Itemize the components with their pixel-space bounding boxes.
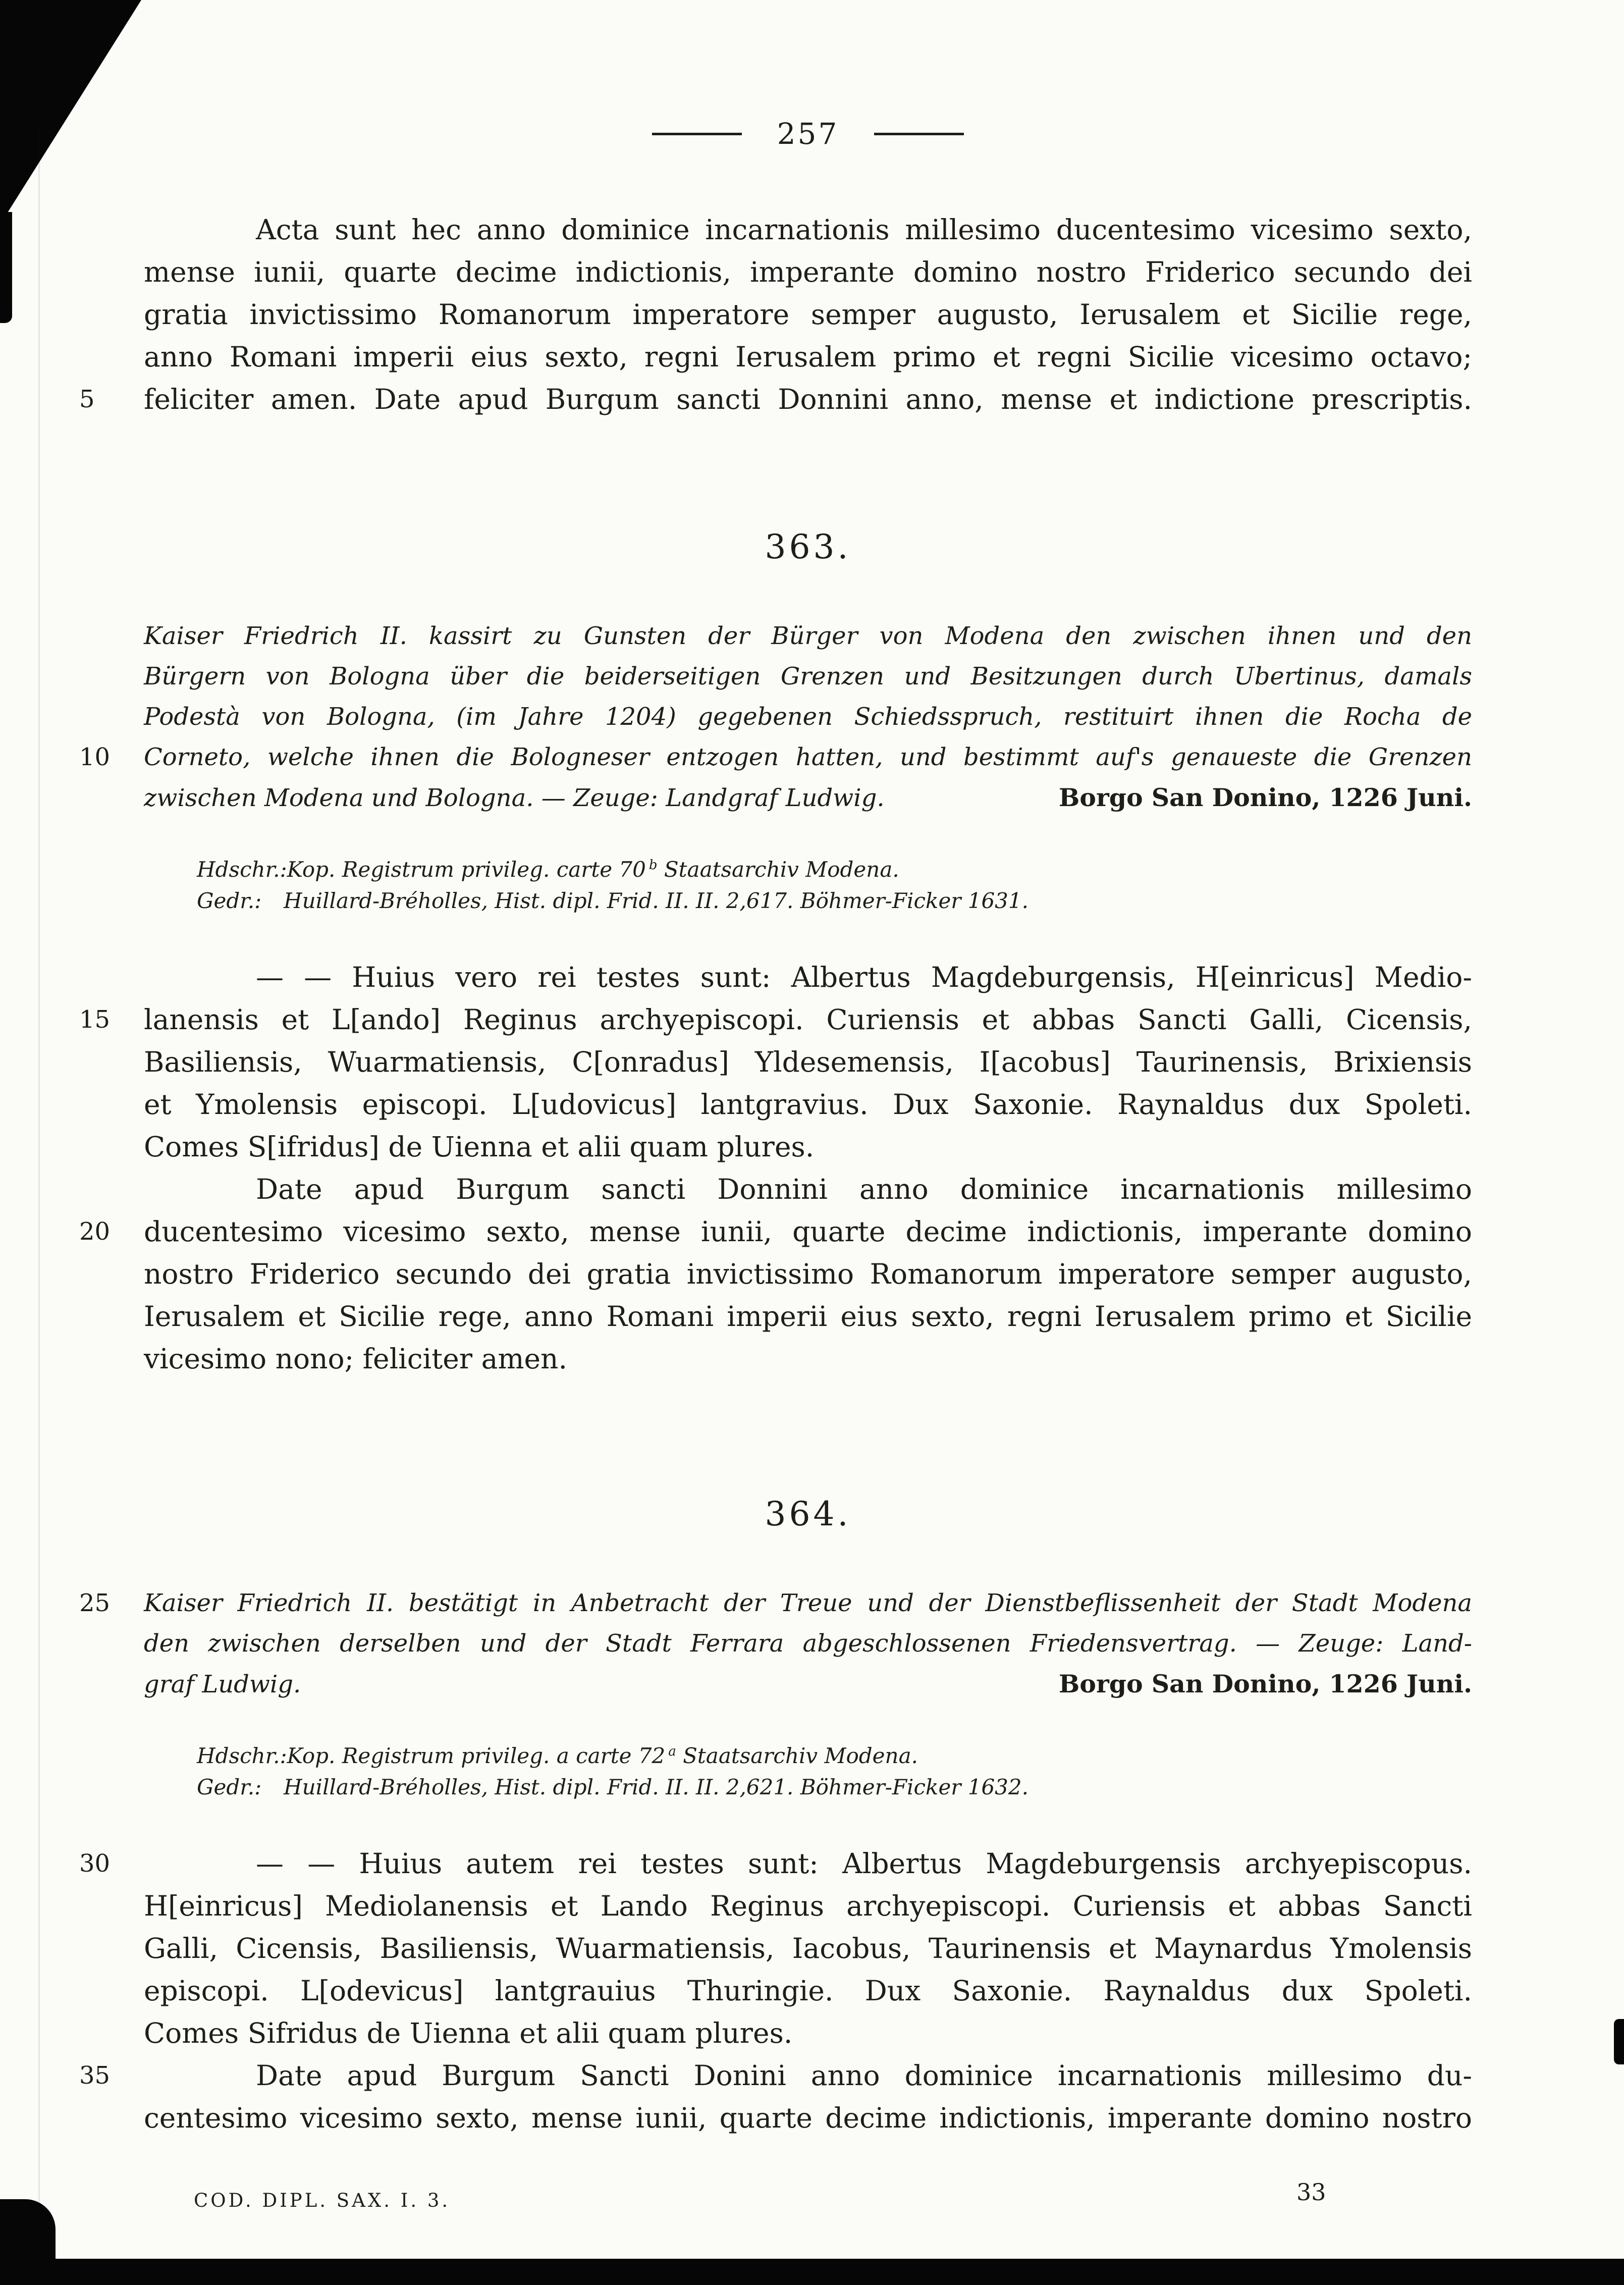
line-text: — — Huius autem rei testes sunt: Albertus Magdeburgensis archyepiscopus. xyxy=(256,1847,1472,1880)
page-number-rule-right xyxy=(874,133,964,135)
scan-artifact-left-edge xyxy=(0,212,12,323)
scan-artifact-bottom-strip xyxy=(0,2259,1624,2285)
line-text: Basiliensis, Wuarmatiensis, C[onradus] Yldesemensis, I[acobus] Taurinensis, Brixiensis xyxy=(144,1046,1472,1078)
source-text: Huillard-Bréholles, Hist. dipl. Frid. II. II. 2,617. Böhmer-Ficker 1631. xyxy=(284,888,1028,913)
text-line xyxy=(79,1583,1472,1623)
line-text: nostro Friderico secundo dei gratia invictissimo Romanorum imperatore semper augusto, xyxy=(144,1258,1472,1290)
entry-sources xyxy=(197,849,1472,917)
text-line xyxy=(79,1842,1472,1885)
regest-final-line xyxy=(144,777,1472,818)
margin-line-number: 10 xyxy=(79,743,111,771)
source-line-gedr xyxy=(197,885,1472,917)
page-content xyxy=(79,0,1472,2224)
text-line xyxy=(144,208,1472,251)
margin-line-number: 35 xyxy=(79,2061,111,2090)
page-number-rule-left xyxy=(652,133,742,135)
line-text: gratia invictissimo Romanorum imperatore semper augusto, Ierusalem et Sicilie rege, xyxy=(144,298,1472,331)
entry-363 xyxy=(79,524,1472,1380)
line-text: H[einricus] Mediolanensis et Lando Reginus archyepiscopi. Curiensis et abbas Sancti xyxy=(144,1890,1472,1922)
margin-line-number: 5 xyxy=(79,385,95,413)
entry-body xyxy=(79,956,1472,1380)
text-line xyxy=(144,956,1472,998)
entry-regest xyxy=(79,1583,1472,1705)
line-text: episcopi. L[odevicus] lantgrauius Thuringie. Dux Saxonie. Raynaldus dux Spoleti. xyxy=(144,1975,1472,2007)
text-line xyxy=(144,1927,1472,1970)
line-text: et Ymolensis episcopi. L[udovicus] lantgravius. Dux Saxonie. Raynaldus dux Spoleti. xyxy=(144,1088,1472,1121)
scan-artifact-top-left-corner xyxy=(0,0,141,225)
line-text: anno Romani imperii eius sexto, regni Ierusalem primo et regni Sicilie vicesimo octavo; xyxy=(144,341,1472,373)
line-text: ducentesimo vicesimo sexto, mense iunii, quarte decime indictionis, imperante domino xyxy=(144,1215,1472,1248)
text-line xyxy=(144,697,1472,737)
source-superscript: b xyxy=(648,858,658,873)
line-text: lanensis et L[ando] Reginus archyepiscopi. Curiensis et abbas Sancti Galli, Cicensis, xyxy=(144,1003,1472,1036)
text-line xyxy=(79,378,1472,420)
scan-gutter-shadow xyxy=(38,131,40,2259)
footer-series-title: COD. DIPL. SAX. I. 3. xyxy=(194,2190,451,2211)
text-line xyxy=(79,2054,1472,2097)
text-line xyxy=(144,656,1472,697)
line-text: — — Huius vero rei testes sunt: Albertus Magdeburgensis, H[einricus] Medio- xyxy=(256,961,1472,993)
text-line xyxy=(144,1168,1472,1210)
line-text: Corneto, welche ihnen die Bologneser entzogen hatten, und bestimmt auf's genaueste die Grenzen xyxy=(144,743,1472,771)
text-line xyxy=(144,2012,1472,2054)
intro-paragraph xyxy=(79,208,1472,420)
text-line xyxy=(144,1041,1472,1083)
source-text: Kop. Registrum privileg. carte 70 xyxy=(287,857,646,882)
text-line xyxy=(144,2097,1472,2139)
source-line-hdschr xyxy=(197,849,1472,885)
entry-364 xyxy=(79,1491,1472,2139)
text-line xyxy=(144,1295,1472,1338)
margin-line-number: 20 xyxy=(79,1217,111,1246)
scan-artifact-bottom-left-blob xyxy=(0,2199,56,2265)
entry-body xyxy=(79,1842,1472,2139)
source-label: Hdschr.: xyxy=(197,1743,287,1768)
text-line xyxy=(144,616,1472,656)
regest-final-line xyxy=(144,1664,1472,1705)
regest-date: Borgo San Donino, 1226 Juni. xyxy=(1058,783,1472,812)
regest-lines xyxy=(79,616,1472,777)
text-line xyxy=(144,1885,1472,1927)
line-text: feliciter amen. Date apud Burgum sancti Donnini anno, mense et indictione prescriptis. xyxy=(144,383,1472,415)
text-line xyxy=(144,1253,1472,1295)
text-line xyxy=(144,293,1472,336)
text-line xyxy=(144,1083,1472,1126)
line-text: Bürgern von Bologna über die beiderseitigen Grenzen und Besitzungen durch Ubertinus, damals xyxy=(144,662,1472,690)
source-label: Hdschr.: xyxy=(197,857,287,882)
scan-artifact-right-edge-tick xyxy=(1614,2019,1624,2064)
page-footer xyxy=(144,2178,1472,2224)
text-line xyxy=(144,336,1472,378)
source-line-hdschr xyxy=(197,1736,1472,1772)
source-text: Kop. Registrum privileg. a carte 72 xyxy=(287,1743,666,1768)
margin-line-number: 30 xyxy=(79,1849,111,1878)
page-number: 257 xyxy=(777,117,839,151)
text-line xyxy=(144,1126,1472,1168)
line-text: Date apud Burgum sancti Donnini anno dominice incarnationis millesimo xyxy=(256,1173,1472,1205)
source-text: Staatsarchiv Modena. xyxy=(676,1743,918,1768)
line-text: Kaiser Friedrich II. bestätigt in Anbetracht der Treue und der Dienstbeflissenheit der Stadt Modena xyxy=(144,1589,1472,1617)
text-line xyxy=(79,998,1472,1041)
source-label: Gedr.: xyxy=(197,1775,262,1799)
text-line xyxy=(144,1338,1472,1380)
text-line xyxy=(79,1210,1472,1253)
line-text: centesimo vicesimo sexto, mense iunii, quarte decime indictionis, imperante domino nostro xyxy=(144,2102,1472,2134)
text-line xyxy=(144,1970,1472,2012)
page-header xyxy=(144,117,1472,150)
line-text: Podestà von Bologna, (im Jahre 1204) gegebenen Schiedsspruch, restituirt ihnen die Rocha de xyxy=(144,703,1472,731)
text-line xyxy=(79,737,1472,777)
line-text: Ierusalem et Sicilie rege, anno Romani imperii eius sexto, regni Ierusalem primo et Sicilie xyxy=(144,1300,1472,1333)
line-text: Acta sunt hec anno dominice incarnationis millesimo ducentesimo vicesimo sexto, xyxy=(256,214,1472,246)
line-text: mense iunii, quarte decime indictionis, imperante domino nostro Friderico secundo dei xyxy=(144,256,1472,288)
source-text: Huillard-Bréholles, Hist. dipl. Frid. II. II. 2,621. Böhmer-Ficker 1632. xyxy=(284,1775,1028,1799)
line-text: Date apud Burgum Sancti Donini anno dominice incarnationis millesimo du- xyxy=(256,2059,1472,2092)
text-line xyxy=(144,1623,1472,1664)
margin-line-number: 15 xyxy=(79,1005,111,1034)
regest-text-tail: zwischen Modena und Bologna. — Zeuge: Landgraf Ludwig. xyxy=(144,784,885,812)
entry-number: 364. xyxy=(765,1495,851,1533)
entry-sources xyxy=(197,1736,1472,1803)
source-line-gedr xyxy=(197,1772,1472,1803)
source-label: Gedr.: xyxy=(197,888,262,913)
margin-line-number: 25 xyxy=(79,1589,111,1617)
entry-regest xyxy=(79,616,1472,818)
line-text: Comes Sifridus de Uienna et alii quam plures. xyxy=(144,2017,793,2049)
regest-text-tail: graf Ludwig. xyxy=(144,1670,301,1698)
regest-date: Borgo San Donino, 1226 Juni. xyxy=(1058,1669,1472,1698)
footer-sheet-number: 33 xyxy=(1296,2178,1326,2206)
line-text: Galli, Cicensis, Basiliensis, Wuarmatiensis, Iacobus, Taurinensis et Maynardus Ymolensis xyxy=(144,1932,1472,1964)
text-line xyxy=(144,251,1472,293)
source-superscript: a xyxy=(668,1744,676,1759)
line-text: den zwischen derselben und der Stadt Ferrara abgeschlossenen Friedensvertrag. — Zeuge: Land- xyxy=(144,1629,1472,1658)
line-text: Comes S[ifridus] de Uienna et alii quam plures. xyxy=(144,1131,815,1163)
line-text: vicesimo nono; feliciter amen. xyxy=(144,1343,567,1375)
source-text: Staatsarchiv Modena. xyxy=(657,857,899,882)
line-text: Kaiser Friedrich II. kassirt zu Gunsten der Bürger von Modena den zwischen ihnen und den xyxy=(144,622,1472,650)
regest-lines xyxy=(79,1583,1472,1664)
entry-number: 363. xyxy=(765,527,851,566)
